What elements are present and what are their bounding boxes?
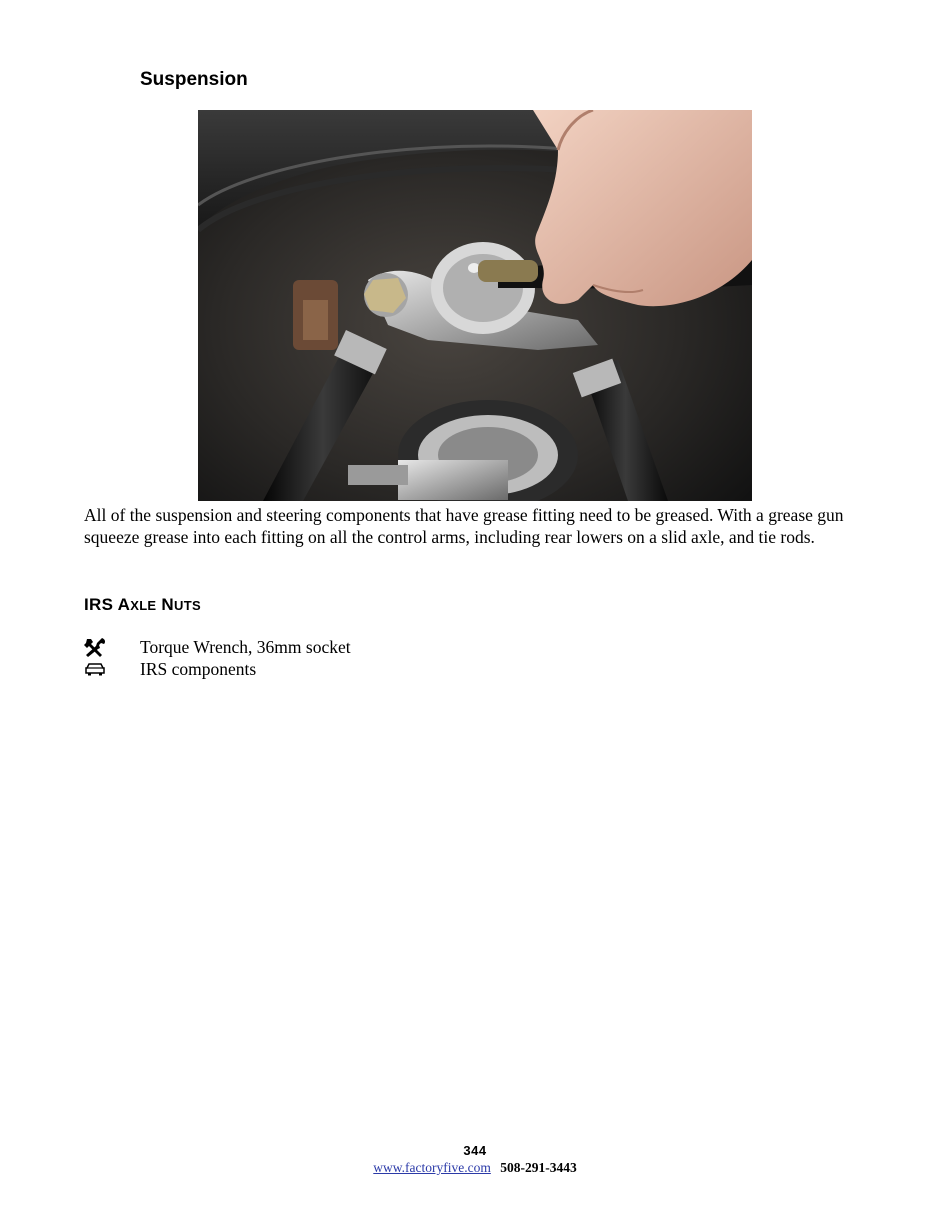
list-item [84, 658, 351, 680]
subsection-title-caps-2: UTS [174, 598, 201, 613]
requirement-tools-text: Torque Wrench, 36mm socket [140, 636, 351, 657]
section-title: Suspension [140, 69, 248, 90]
subsection-title: IRS AXLE NUTS [84, 595, 201, 614]
website-link[interactable]: www.factoryfive.com [373, 1160, 491, 1175]
contact-line [0, 1159, 950, 1176]
phone-number: 508-291-3443 [500, 1160, 577, 1175]
subsection-title-caps-1: XLE [130, 598, 157, 613]
tools-icon [84, 637, 140, 657]
instruction-paragraph: All of the suspension and steering components that have grease fitting need to be greased. With a grease gun squeeze grease into each fitting on all the control arms, including rear lowers on a slid axle, and tie rods. [84, 505, 844, 547]
requirements-list [84, 636, 351, 680]
car-icon [84, 662, 140, 676]
list-item [84, 636, 351, 658]
requirement-components-text: IRS components [140, 658, 257, 679]
subsection-title-prefix: IRS A [84, 595, 131, 614]
page-footer [0, 1142, 950, 1176]
page-number: 344 [463, 1143, 487, 1158]
suspension-photo [198, 110, 752, 501]
